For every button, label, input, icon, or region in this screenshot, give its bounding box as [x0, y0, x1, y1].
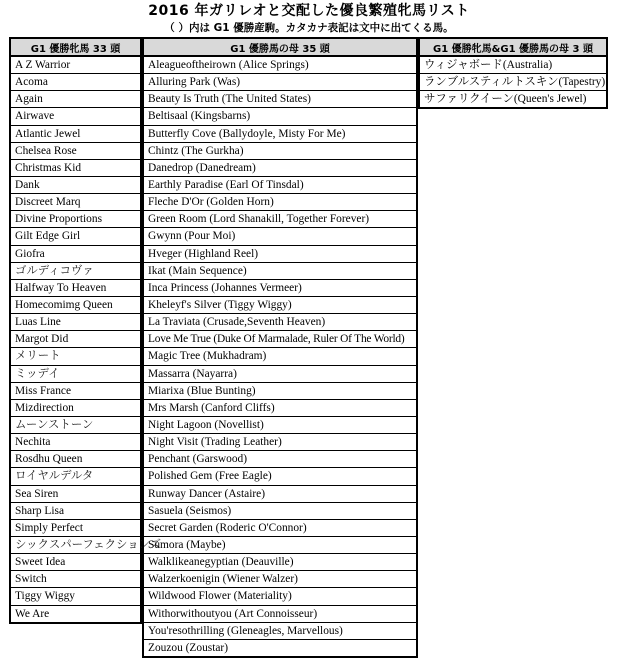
- column-header: G1 優勝馬の母 35 頭: [143, 38, 417, 56]
- g1-winning-mares-table: [9, 37, 162, 624]
- table-row: [143, 331, 417, 348]
- page-title: 2016 年ガリレオと交配した優良繁殖牝馬リスト: [148, 3, 470, 19]
- horse-name-cell: Wildwood Flower (Materiality): [143, 588, 417, 605]
- table-row: [10, 451, 141, 468]
- horse-name-cell: Acoma: [10, 74, 141, 91]
- table-row: [143, 159, 417, 176]
- horse-name-cell: Switch: [10, 571, 141, 588]
- table-row: [143, 245, 417, 262]
- horse-name-cell: ゴルディコヴァ: [10, 262, 141, 279]
- horse-name-cell: Sasuela (Seismos): [143, 502, 417, 519]
- horse-name-cell: Night Lagoon (Novellist): [143, 416, 417, 433]
- table-row: [143, 108, 417, 125]
- column-header: G1 優勝牝馬 33 頭: [10, 38, 141, 56]
- horse-name-cell: You'resothrilling (Gleneagles, Marvellous): [143, 622, 417, 639]
- table-row: [10, 159, 141, 176]
- table-row: [10, 142, 141, 159]
- table-row: [10, 571, 141, 588]
- horse-name-cell: ウィジャボード(Australia): [419, 56, 607, 74]
- table-row: [143, 74, 417, 91]
- horse-name-cell: Homecomimg Queen: [10, 296, 141, 313]
- horse-name-cell: Beltisaal (Kingsbarns): [143, 108, 417, 125]
- table-row: [143, 502, 417, 519]
- table-row: [10, 91, 141, 108]
- table-row: [10, 382, 141, 399]
- table-row: [10, 536, 141, 553]
- horse-name-cell: Christmas Kid: [10, 159, 141, 176]
- horse-name-cell: Gwynn (Pour Moi): [143, 228, 417, 245]
- table-row: [10, 502, 141, 519]
- table-row: [143, 605, 417, 622]
- horse-name-cell: Sumora (Maybe): [143, 536, 417, 553]
- horse-name-cell: Chelsea Rose: [10, 142, 141, 159]
- horse-name-cell: Withorwithoutyou (Art Connoisseur): [143, 605, 417, 622]
- horse-name-cell: Walklikeanegyptian (Deauville): [143, 554, 417, 571]
- horse-name-cell: Polished Gem (Free Eagle): [143, 468, 417, 485]
- horse-name-cell: A Z Warrior: [10, 56, 141, 74]
- horse-name-cell: Margot Did: [10, 331, 141, 348]
- horse-name-cell: Runway Dancer (Astaire): [143, 485, 417, 502]
- table-row: [10, 314, 141, 331]
- table-row: [143, 468, 417, 485]
- horse-name-cell: ミッデイ: [10, 365, 141, 382]
- table-row: [143, 451, 417, 468]
- table-row: [143, 211, 417, 228]
- table-row: [10, 228, 141, 245]
- horse-name-cell: Giofra: [10, 245, 141, 262]
- horse-name-cell: ムーンストーン: [10, 416, 141, 433]
- horse-name-cell: Dank: [10, 176, 141, 193]
- table-row: [10, 56, 141, 74]
- horse-name-cell: Atlantic Jewel: [10, 125, 141, 142]
- horse-name-cell: Kheleyf's Silver (Tiggy Wiggy): [143, 296, 417, 313]
- table-row: [10, 262, 141, 279]
- table-row: [10, 176, 141, 193]
- table-row: [143, 125, 417, 142]
- horse-name-cell: Zouzou (Zoustar): [148, 641, 229, 654]
- horse-name-cell: サファリクイーン(Queen's Jewel): [424, 93, 587, 106]
- table-row: [143, 416, 417, 433]
- horse-name-cell: Green Room (Lord Shanakill, Together Forever): [143, 211, 417, 228]
- table-row: [143, 382, 417, 399]
- table-row: [143, 228, 417, 245]
- horse-name-cell: ロイヤルデルタ: [10, 468, 141, 485]
- column-header: G1 優勝牝馬&G1 優勝馬の母 3 頭: [419, 38, 607, 56]
- table-row: [143, 142, 417, 159]
- table-row: [143, 536, 417, 553]
- table-row: [419, 56, 607, 74]
- horse-name-cell: Luas Line: [10, 314, 141, 331]
- table-row: [143, 279, 417, 296]
- horse-name-cell: Secret Garden (Roderic O'Connor): [143, 519, 417, 536]
- horse-name-cell: Sea Siren: [10, 485, 141, 502]
- horse-name-cell: Tiggy Wiggy: [10, 588, 141, 605]
- horse-name-cell: La Traviata (Crusade,Seventh Heaven): [143, 314, 417, 331]
- table-row: [143, 262, 417, 279]
- table-row: [419, 74, 607, 91]
- table-row: [143, 91, 417, 108]
- table-row: [10, 485, 141, 502]
- horse-name-cell: Simply Perfect: [10, 519, 141, 536]
- horse-name-cell: Rosdhu Queen: [10, 451, 141, 468]
- horse-name-cell: Earthly Paradise (Earl Of Tinsdal): [143, 176, 417, 193]
- horse-name-cell: Gilt Edge Girl: [10, 228, 141, 245]
- horse-name-cell: メリート: [10, 348, 141, 365]
- horse-name-cell: Airwave: [10, 108, 141, 125]
- horse-name-cell: Mizdirection: [10, 399, 141, 416]
- table-row: [143, 348, 417, 365]
- table-row: [10, 296, 141, 313]
- horse-name-cell: Night Visit (Trading Leather): [143, 434, 417, 451]
- table-row: [10, 434, 141, 451]
- horse-name-cell: Penchant (Garswood): [143, 451, 417, 468]
- horse-name-cell: Mrs Marsh (Canford Cliffs): [143, 399, 417, 416]
- horse-name-cell: Alluring Park (Was): [143, 74, 417, 91]
- table-row: [143, 434, 417, 451]
- horse-name-cell: Divine Proportions: [10, 211, 141, 228]
- horse-name-cell: Chintz (The Gurkha): [143, 142, 417, 159]
- horse-name-cell: Love Me True (Duke Of Marmalade, Ruler Of The World): [143, 331, 417, 348]
- table-row: [10, 605, 141, 623]
- horse-name-cell: Ikat (Main Sequence): [143, 262, 417, 279]
- table-row: [10, 245, 141, 262]
- table-row: [10, 588, 141, 605]
- horse-name-cell: Massarra (Nayarra): [143, 365, 417, 382]
- table-row: [143, 296, 417, 313]
- table-row: [143, 519, 417, 536]
- horse-name-cell: Miss France: [10, 382, 141, 399]
- table-row: [143, 194, 417, 211]
- horse-name-cell: Butterfly Cove (Ballydoyle, Misty For Me): [143, 125, 417, 142]
- table-row: [10, 194, 141, 211]
- table-row: [143, 314, 417, 331]
- table-row: [10, 416, 141, 433]
- horse-name-cell: Beauty Is Truth (The United States): [143, 91, 417, 108]
- table-row: [10, 365, 141, 382]
- horse-name-cell: Miarixa (Blue Bunting): [143, 382, 417, 399]
- g1-winner-dams-table: [142, 37, 418, 658]
- table-row: [143, 56, 417, 74]
- horse-name-cell: Walzerkoenigin (Wiener Walzer): [143, 571, 417, 588]
- table-row: [10, 74, 141, 91]
- table-row: [10, 399, 141, 416]
- table-row: [143, 639, 417, 657]
- horse-name-cell: ランブルスティルトスキン(Tapestry): [419, 74, 607, 91]
- horse-name-cell: Halfway To Heaven: [10, 279, 141, 296]
- horse-name-cell: Sweet Idea: [10, 554, 141, 571]
- table-row: [143, 554, 417, 571]
- page-subtitle: （ ）内は G1 優勝産駒。カタカナ表記は文中に出てくる馬。: [164, 22, 454, 34]
- table-row: [10, 211, 141, 228]
- horse-name-cell: Discreet Marq: [10, 194, 141, 211]
- table-row: [143, 399, 417, 416]
- table-row: [143, 485, 417, 502]
- horse-name-cell: Inca Princess (Johannes Vermeer): [143, 279, 417, 296]
- horse-name-cell: Danedrop (Danedream): [143, 159, 417, 176]
- table-row: [10, 468, 141, 485]
- table-row: [10, 348, 141, 365]
- table-row: [10, 125, 141, 142]
- table-row: [143, 176, 417, 193]
- g1-mare-and-dam-table: [418, 37, 608, 109]
- horse-name-cell: We Are: [15, 607, 50, 620]
- table-row: [143, 571, 417, 588]
- table-row: [10, 331, 141, 348]
- horse-name-cell: Again: [10, 91, 141, 108]
- horse-name-cell: Aleagueoftheirown (Alice Springs): [143, 56, 417, 74]
- horse-name-cell: Nechita: [10, 434, 141, 451]
- horse-name-cell: Magic Tree (Mukhadram): [143, 348, 417, 365]
- table-row: [10, 108, 141, 125]
- table-row: [419, 91, 607, 109]
- table-row: [143, 588, 417, 605]
- horse-name-cell: シックスパーフェクションズ: [10, 536, 141, 553]
- table-row: [143, 365, 417, 382]
- table-row: [10, 519, 141, 536]
- horse-name-cell: Hveger (Highland Reel): [143, 245, 417, 262]
- horse-name-cell: Fleche D'Or (Golden Horn): [143, 194, 417, 211]
- horse-name-cell: Sharp Lisa: [10, 502, 141, 519]
- table-row: [143, 622, 417, 639]
- table-row: [10, 279, 141, 296]
- table-row: [10, 554, 141, 571]
